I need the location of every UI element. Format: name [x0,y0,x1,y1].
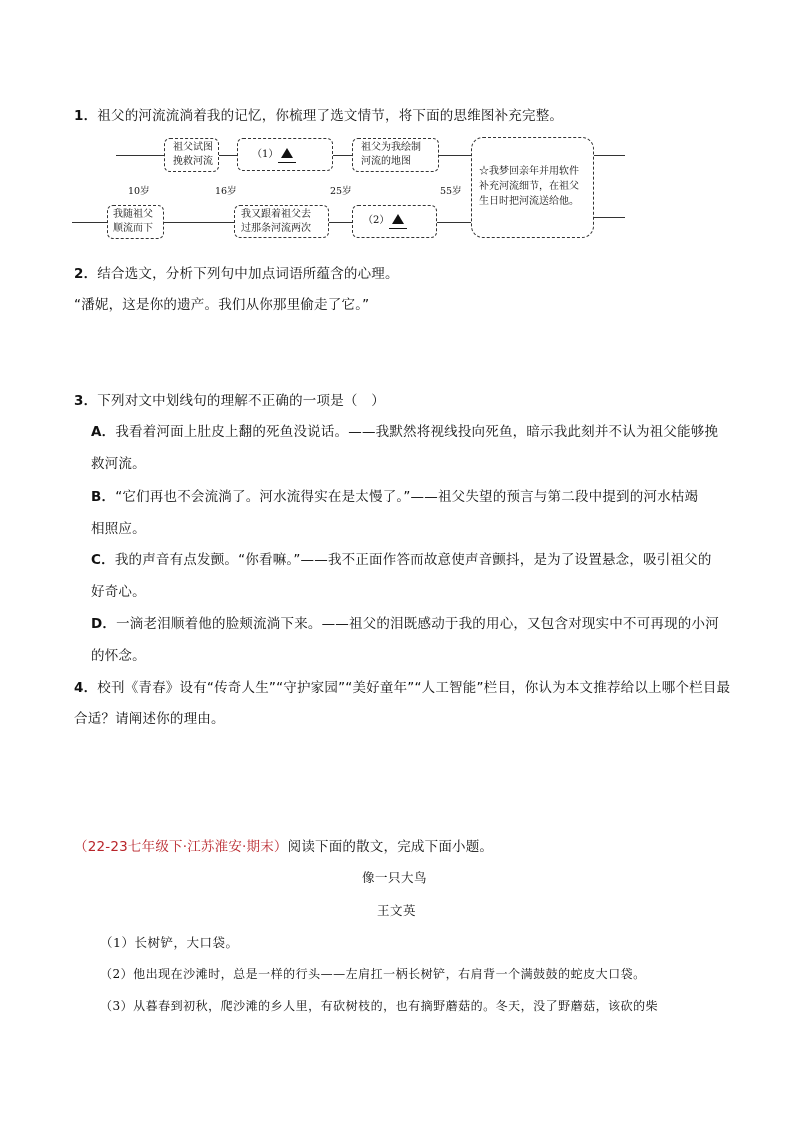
question-number: 4． [74,680,98,696]
age-label-10: 10岁 [128,186,150,197]
question-number: 3． [74,393,98,409]
timeline-bottom-right [594,217,625,218]
essay-paragraph-1: （1）长树铲，大口袋。 [100,935,239,950]
option-c-line1[interactable] [91,548,712,568]
question-3 [74,389,385,409]
option-c-line2: 好奇心。 [91,584,146,600]
source-paren-close: ） [273,839,288,855]
mindmap-box-draw-map: 祖父为我绘制 河流的地图 [352,138,439,172]
mindmap-box-dream-software: ☆我梦回亲年并用软件 补充河流细节，在祖父 生日时把河流送给他。 [471,137,594,238]
option-a-label: A． [91,424,116,440]
timeline-top-mid2 [333,155,352,156]
blank-1-answer-line [278,148,296,163]
question-text: 下列对文中划线句的理解不正确的一项是（ ） [97,393,385,409]
reading-section-intro [74,835,493,855]
timeline-bottom-mid1 [164,222,234,223]
source-tag: 22-23七年级下·江苏淮安·期末 [87,839,274,855]
timeline-bottom-mid3 [437,222,471,223]
timeline-top-mid1 [219,155,237,156]
option-b-text: “它们再也不会流淌了。河水流得实在是太慢了。”——祖父失望的预言与第二段中提到的河水枯竭 [115,489,699,505]
question-2-quote: “潘妮，这是你的遗产。我们从你那里偷走了它。” [74,297,370,313]
option-a-line1[interactable] [91,420,718,440]
triangle-icon [281,148,293,158]
blank-2-label: （2） [363,215,390,226]
question-text: 祖父的河流流淌着我的记忆，你梳理了选文情节，将下面的思维图补充完整。 [97,108,564,124]
essay-author: 王文英 [377,903,417,918]
source-paren-open: （ [74,839,88,855]
age-label-55: 55岁 [440,186,462,197]
option-c-text: 我的声音有点发颤。“你看嘛。”——我不正面作答而故意使声音颤抖，是为了设置悬念，吸引祖父的 [114,552,712,568]
triangle-icon [392,214,404,224]
question-4-line2: 合适？请阐述你的理由。 [74,711,225,727]
age-label-16: 16岁 [215,186,237,197]
option-a-line2: 救河流。 [91,456,146,472]
mindmap-box-follow-downstream: 我随祖父 顺流而下 [107,205,164,239]
mindmap-blank-2 [352,205,437,238]
essay-title: 像一只大鸟 [362,870,428,885]
option-b-line2: 相照应。 [91,521,146,537]
timeline-top-mid3 [439,155,471,156]
question-1 [74,104,563,124]
option-d-text: 一滴老泪顺着他的脸颊流淌下来。——祖父的泪既感动于我的用心，又包含对现实中不可再现的小河 [116,616,719,632]
mindmap-box-try-save-river: 祖父试图 挽救河流 [164,138,219,172]
age-label-25: 25岁 [330,186,352,197]
option-d-label: D． [91,616,117,632]
essay-paragraph-3: （3）从暮春到初秋，爬沙滩的乡人里，有砍树枝的，也有摘野蘑菇的。冬天，没了野蘑菇，该砍的柴 [100,999,659,1013]
section-instruction: 阅读下面的散文，完成下面小题。 [287,839,494,855]
timeline-top-right [594,155,625,156]
option-c-label: C． [91,552,115,568]
question-4 [74,676,730,696]
timeline-bottom-mid2 [329,222,352,223]
blank-1-label: （1） [252,149,279,160]
question-2 [74,262,399,282]
question-number: 1． [74,108,98,124]
question-text: 校刊《青春》设有“传奇人生”“守护家园”“美好童年”“人工智能”栏目，你认为本文推荐给以上哪个栏目最 [97,680,731,696]
mindmap-blank-1 [237,138,333,171]
option-b-label: B． [91,489,116,505]
essay-paragraph-2: （2）他出现在沙滩时，总是一样的行头——左肩扛一柄长树铲，右肩背一个满鼓鼓的蛇皮大口袋。 [100,967,646,981]
mindmap-box-went-twice: 我又跟着祖父去 过那条河流两次 [234,205,329,238]
question-text: 结合选文，分析下列句中加点词语所蕴含的心理。 [97,266,399,282]
option-d-line2: 的怀念。 [91,648,146,664]
option-b-line1[interactable] [91,485,698,505]
timeline-top-left [116,155,164,156]
blank-2-answer-line [389,214,407,229]
question-number: 2． [74,266,98,282]
timeline-bottom-left [72,222,107,223]
option-a-text: 我看着河面上肚皮上翻的死鱼没说话。——我默然将视线投向死鱼，暗示我此刻并不认为祖父能够挽 [115,424,719,440]
option-d-line1[interactable] [91,612,719,632]
